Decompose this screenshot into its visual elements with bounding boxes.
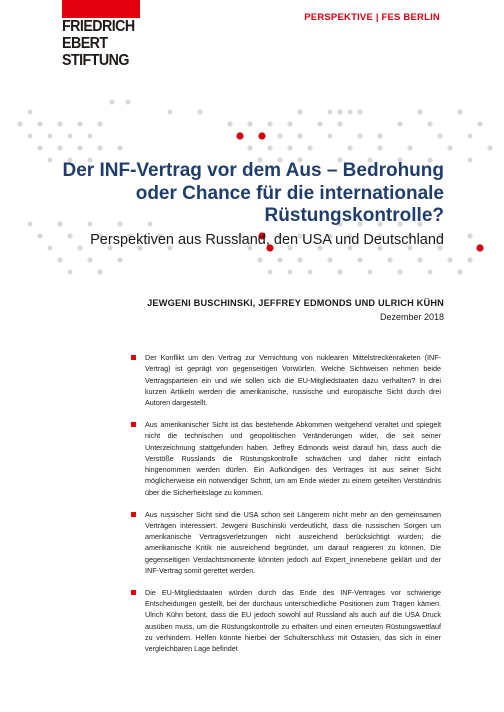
- document-title: Der INF-Vertrag vor dem Aus – Bedrohung oder Chance für die internationale Rüstungskontrolle?: [62, 160, 444, 226]
- map-dot: [407, 145, 412, 150]
- map-dot: [307, 145, 312, 150]
- map-dot: [367, 269, 372, 274]
- map-dot: [47, 133, 52, 138]
- map-dot: [337, 121, 342, 126]
- square-bullet-icon: [131, 355, 136, 360]
- summary-list: [131, 352, 441, 665]
- map-dot: [167, 109, 172, 114]
- map-dot: [467, 233, 472, 238]
- map-dot: [337, 109, 342, 114]
- map-dot: [417, 109, 422, 114]
- map-dot: [397, 269, 402, 274]
- map-dot: [317, 121, 322, 126]
- map-dot-red: [476, 244, 483, 251]
- fes-logo: [62, 0, 142, 72]
- map-dot: [397, 121, 402, 126]
- logo-line-stiftung: STIFTUNG: [62, 52, 129, 69]
- map-dot: [247, 145, 252, 150]
- map-dot: [287, 269, 292, 274]
- map-dot: [347, 145, 352, 150]
- map-dot: [297, 257, 302, 262]
- summary-item: [131, 352, 441, 408]
- map-dot: [227, 121, 232, 126]
- map-dot: [307, 269, 312, 274]
- map-dot: [125, 99, 130, 104]
- map-dot: [77, 145, 82, 150]
- map-dot: [267, 145, 272, 150]
- map-dot: [57, 257, 62, 262]
- summary-item: [131, 419, 441, 498]
- map-dot: [467, 157, 472, 162]
- logo-red-bar: [62, 0, 140, 18]
- map-dot: [277, 133, 282, 138]
- map-dot: [447, 145, 452, 150]
- map-dot: [27, 133, 32, 138]
- document-subtitle: Perspektiven aus Russland, den USA und Deutschland: [90, 232, 444, 248]
- map-dot: [97, 269, 102, 274]
- logo-line-friedrich: FRIEDRICH: [62, 18, 135, 35]
- map-dot: [37, 145, 42, 150]
- map-dot: [457, 269, 462, 274]
- map-dot: [327, 257, 332, 262]
- summary-text: Die EU-Mitgliedstaaten würden durch das Ende des INF-Vertrages vor schwierige Entscheidungen gestellt, bei der durchaus unterschiedliche Positionen zum Tragen kämen. Ulrich Kühn betont, dass die EU jedoch sowohl auf Russland als auch auf die USA Druck ausüben muss, um die Rüstungskontrolle zu erhalten und einen erneuten Rüstungswettlauf zu verhindern. Helfen könnte hierbei der Schulterschluss mit Ostasien, das sich in einer vergleichbaren Lage befindet: [145, 587, 441, 654]
- map-dot: [87, 133, 92, 138]
- map-dot: [457, 109, 462, 114]
- map-dot: [57, 121, 62, 126]
- map-dot: [437, 133, 442, 138]
- summary-text: Aus amerikanischer Sicht ist das bestehende Abkommen weitgehend veraltet und spiegelt nicht die technischen und geopolitischen Veränderungen wider, die seit seiner Unterzeichnung stattgefunden haben. Jeffrey Edmonds weist darauf hin, dass auch die Verstöße Russlands die Rüstungskontrolle schwächen und daher nicht einfach hingenommen werden dürfen. Ein Aufkündigen des Vertrages ist aus seiner Sicht möglicherweise ein notwendiger Schritt, um am Ende wieder zu einem geteilten Verständnis über die Sicherheitslage zu kommen.: [145, 419, 441, 497]
- map-dot: [17, 121, 22, 126]
- map-dot: [97, 121, 102, 126]
- map-dot: [87, 257, 92, 262]
- summary-text: Aus russischer Sicht sind die USA schon seit Längerem nicht mehr an den gemeinsamen Verträgen interessiert. Jewgeni Buschinski verdeutlicht, dass die russischen Sorgen um amerikanische Vertragsverletzungen nicht ausreichend berücksichtigt wurden; die amerikanische Kritik nie ausreichend begründet, um darauf reagieren zu können. Die gegenseitigen Verdachtsmomente könnten jedoch auf Expert_innenebene geklärt und der INF-Vertrag somit gerettet werden.: [145, 509, 441, 576]
- square-bullet-icon: [131, 512, 136, 517]
- map-dot: [267, 269, 272, 274]
- map-dot: [287, 145, 292, 150]
- map-dot: [377, 133, 382, 138]
- summary-item: [131, 587, 441, 655]
- map-dot: [377, 145, 382, 150]
- map-dot: [77, 121, 82, 126]
- map-dot: [357, 257, 362, 262]
- map-dot: [427, 121, 432, 126]
- summary-item: [131, 509, 441, 577]
- map-dot: [97, 145, 102, 150]
- publication-date: Dezember 2018: [379, 312, 444, 322]
- map-dot: [27, 109, 32, 114]
- map-dot: [247, 121, 252, 126]
- map-dot: [427, 269, 432, 274]
- map-dot: [357, 133, 362, 138]
- map-dot: [447, 257, 452, 262]
- map-dot: [487, 145, 492, 150]
- map-dot: [417, 257, 422, 262]
- map-dot: [467, 133, 472, 138]
- map-dot: [67, 269, 72, 274]
- map-dot: [477, 121, 482, 126]
- map-dot: [327, 133, 332, 138]
- map-dot: [57, 145, 62, 150]
- summary-text: Der Konflikt um den Vertrag zur Vernichtung von nuklearen Mittelstreckenraketen (INF-Vertrag) ist geprägt von gegenseitigen Vorwürfen. Welche Sichtweisen nehmen beide Vertragsparteien ein und wie sollen sich die EU-Mitgliedstaaten dazu verhalten? In drei kurzen Artikeln werden die amerikanische, russische und europäische Sicht durch drei Autoren dargestellt.: [145, 353, 441, 408]
- square-bullet-icon: [131, 590, 136, 595]
- map-dot: [267, 121, 272, 126]
- logo-line-ebert: EBERT: [62, 35, 108, 52]
- map-dot: [287, 121, 292, 126]
- map-dot: [327, 109, 332, 114]
- map-dot: [109, 99, 114, 104]
- map-dot: [347, 109, 352, 114]
- map-dot-red: [236, 132, 243, 139]
- series-label: PERSPEKTIVE | FES BERLIN: [304, 12, 440, 23]
- map-dot: [67, 133, 72, 138]
- map-dot: [387, 257, 392, 262]
- map-dot: [277, 257, 282, 262]
- authors: JEWGENI BUSCHINSKI, JEFFREY EDMONDS UND ULRICH KÜHN: [147, 298, 444, 308]
- map-dot: [117, 257, 122, 262]
- map-dot: [257, 257, 262, 262]
- map-dot: [467, 257, 472, 262]
- map-dot-red: [258, 132, 265, 139]
- square-bullet-icon: [131, 422, 136, 427]
- map-dot: [337, 269, 342, 274]
- map-dot: [297, 133, 302, 138]
- map-dot: [117, 145, 122, 150]
- map-dot: [297, 109, 302, 114]
- map-dot: [197, 109, 202, 114]
- map-dot: [37, 121, 42, 126]
- map-dot: [357, 109, 362, 114]
